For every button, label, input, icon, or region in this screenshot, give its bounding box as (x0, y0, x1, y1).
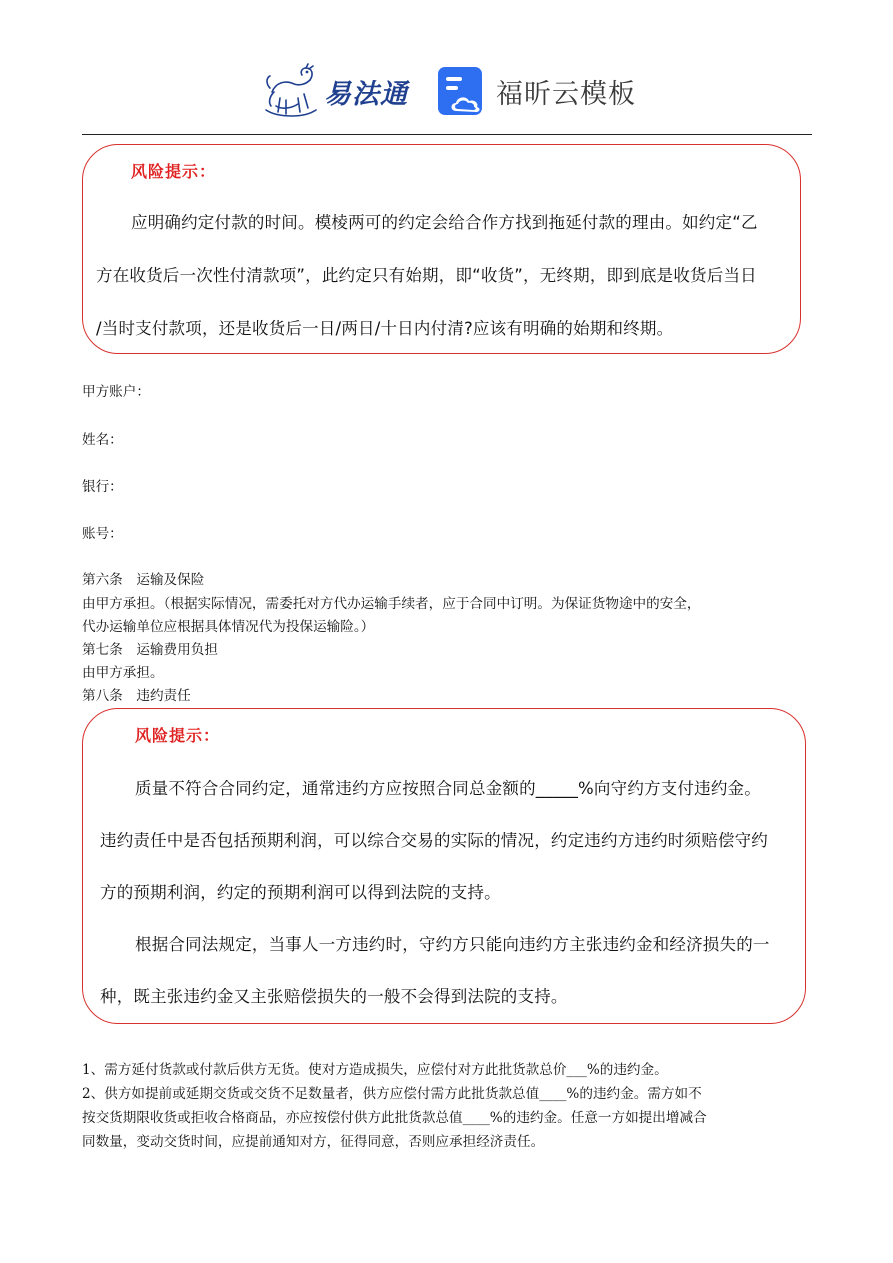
risk-warning-box-liability (82, 708, 806, 1024)
clause-heading: 第六条 运输及保险 (82, 572, 205, 588)
risk-warning-line: 违约责任中是否包括预期利润，可以综合交易的实际的情况，约定违约方违约时须赔偿守约 (100, 831, 768, 850)
page-header (0, 58, 893, 124)
header-divider (82, 134, 812, 135)
risk-warning-title: 风险提示： (135, 726, 221, 745)
bank-label: 银行： (82, 479, 123, 495)
clause-text: 由甲方承担。（根据实际情况，需委托对方代办运输手续者，应于合同中订明。为保证货物途中的安全， (82, 596, 701, 612)
risk-warning-line: 质量不符合合同约定，通常违约方应按照合同总金额的_____%向守约方支付违约金。 (135, 779, 761, 798)
yifatong-logo (262, 62, 412, 120)
risk-warning-line: /当时支付款项，还是收货后一日/两日/十日内付清?应该有明确的始期和终期。 (96, 319, 674, 338)
clause-text: 代办运输单位应根据具体情况代为投保运输险。） (82, 619, 375, 635)
penalty-clause-2: 2、供方如提前或延期交货或交货不足数量者，供方应偿付需方此批货款总值____%的违约金。需方如不 (82, 1086, 702, 1102)
fuxin-logo-text: 福昕云模板 (496, 78, 636, 110)
fuxin-logo (436, 64, 636, 118)
qilin-icon (262, 62, 322, 120)
risk-warning-line: 应明确约定付款的时间。模棱两可的约定会给合作方找到拖延付款的理由。如约定“乙 (131, 213, 758, 232)
penalty-clause-2-cont: 按交货期限收货或拒收合格商品，亦应按偿付供方此批货款总值____%的违约金。任意一方如提出增减合 (82, 1110, 707, 1126)
penalty-clause-1: 1、需方延付货款或付款后供方无货。使对方造成损失，应偿付对方此批货款总价___%的违约金。 (82, 1062, 668, 1078)
cloud-document-icon (436, 65, 486, 117)
yifatong-logo-text: 易法通 (324, 78, 408, 110)
risk-warning-line: 根据合同法规定，当事人一方违约时，守约方只能向违约方主张违约金和经济损失的一 (135, 935, 770, 954)
name-label: 姓名： (82, 432, 123, 448)
risk-warning-line: 方的预期利润，约定的预期利润可以得到法院的支持。 (100, 883, 501, 902)
clause-text: 由甲方承担。 (82, 665, 164, 681)
clause-heading: 第七条 运输费用负担 (82, 642, 218, 658)
risk-warning-line: 方在收货后一次性付清款项”，此约定只有始期，即“收货”，无终期，即到底是收货后当日 (96, 266, 757, 285)
risk-warning-box-payment (82, 144, 801, 354)
account-number-label: 账号： (82, 526, 123, 542)
risk-warning-title: 风险提示： (131, 162, 217, 181)
risk-warning-line: 种，既主张违约金又主张赔偿损失的一般不会得到法院的支持。 (100, 987, 568, 1006)
penalty-clause-2-cont: 同数量，变动交货时间，应提前通知对方，征得同意，否则应承担经济责任。 (82, 1134, 545, 1150)
clause-heading: 第八条 违约责任 (82, 688, 191, 704)
party-a-account-label: 甲方账户： (82, 384, 150, 400)
